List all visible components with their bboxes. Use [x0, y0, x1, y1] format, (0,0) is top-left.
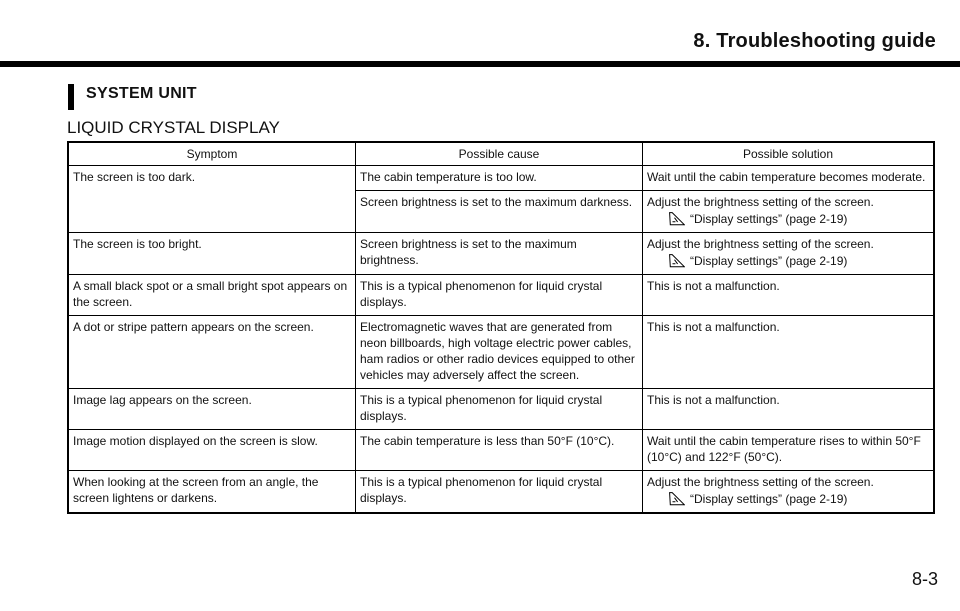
cause-cell: The cabin temperature is less than 50°F (10°C). [356, 430, 643, 471]
section-title: SYSTEM UNIT [86, 85, 197, 102]
table-row [68, 389, 934, 430]
table-row [68, 430, 934, 471]
symptom-cell: A dot or stripe pattern appears on the screen. [68, 316, 356, 389]
reference-text: “Display settings” (page 2-19) [690, 492, 848, 506]
reference-link[interactable] [647, 491, 929, 507]
symptom-cell: Image motion displayed on the screen is slow. [68, 430, 356, 471]
symptom-cell: A small black spot or a small bright spot appears on the screen. [68, 275, 356, 316]
reference-text: “Display settings” (page 2-19) [690, 212, 848, 226]
header-cause: Possible cause [356, 142, 643, 166]
table-row [68, 471, 934, 514]
table-header-row [68, 142, 934, 166]
symptom-cell: The screen is too dark. [68, 166, 356, 233]
reference-link[interactable] [647, 211, 929, 227]
symptom-cell: When looking at the screen from an angle, the screen lightens or darkens. [68, 471, 356, 514]
solution-cell: This is not a malfunction. [643, 389, 935, 430]
solution-cell: Wait until the cabin temperature rises to within 50°F (10°C) and 122°F (50°C). [643, 430, 935, 471]
troubleshooting-table [67, 141, 935, 514]
solution-text: Adjust the brightness setting of the screen. [647, 195, 874, 209]
solution-cell [643, 471, 935, 514]
table-row [68, 233, 934, 275]
reference-text: “Display settings” (page 2-19) [690, 254, 848, 268]
cause-cell: This is a typical phenomenon for liquid crystal displays. [356, 389, 643, 430]
reference-icon [669, 212, 685, 226]
symptom-cell: The screen is too bright. [68, 233, 356, 275]
header-rule [0, 61, 960, 67]
section-marker [68, 84, 74, 110]
table-row [68, 166, 934, 191]
solution-cell: This is not a malfunction. [643, 316, 935, 389]
solution-cell [643, 191, 935, 233]
page-number: 8-3 [911, 569, 938, 589]
solution-cell: Wait until the cabin temperature becomes moderate. [643, 166, 935, 191]
cause-cell: Screen brightness is set to the maximum brightness. [356, 233, 643, 275]
cause-cell: The cabin temperature is too low. [356, 166, 643, 191]
cause-cell: Screen brightness is set to the maximum darkness. [356, 191, 643, 233]
solution-text: Adjust the brightness setting of the screen. [647, 237, 874, 251]
table-row [68, 316, 934, 389]
header-symptom: Symptom [68, 142, 356, 166]
solution-text: Adjust the brightness setting of the screen. [647, 475, 874, 489]
reference-icon [669, 254, 685, 268]
cause-cell: Electromagnetic waves that are generated from neon billboards, high voltage electric power cables, ham radios or other radio devices equipped to other vehicles may adversely affect the screen. [356, 316, 643, 389]
solution-cell [643, 233, 935, 275]
cause-cell: This is a typical phenomenon for liquid crystal displays. [356, 275, 643, 316]
header-solution: Possible solution [643, 142, 935, 166]
table-row [68, 275, 934, 316]
chapter-title: 8. Troubleshooting guide [693, 30, 936, 52]
symptom-cell: Image lag appears on the screen. [68, 389, 356, 430]
cause-cell: This is a typical phenomenon for liquid crystal displays. [356, 471, 643, 514]
solution-cell: This is not a malfunction. [643, 275, 935, 316]
reference-link[interactable] [647, 253, 929, 269]
reference-icon [669, 492, 685, 506]
subsection-title: LIQUID CRYSTAL DISPLAY [67, 118, 280, 137]
